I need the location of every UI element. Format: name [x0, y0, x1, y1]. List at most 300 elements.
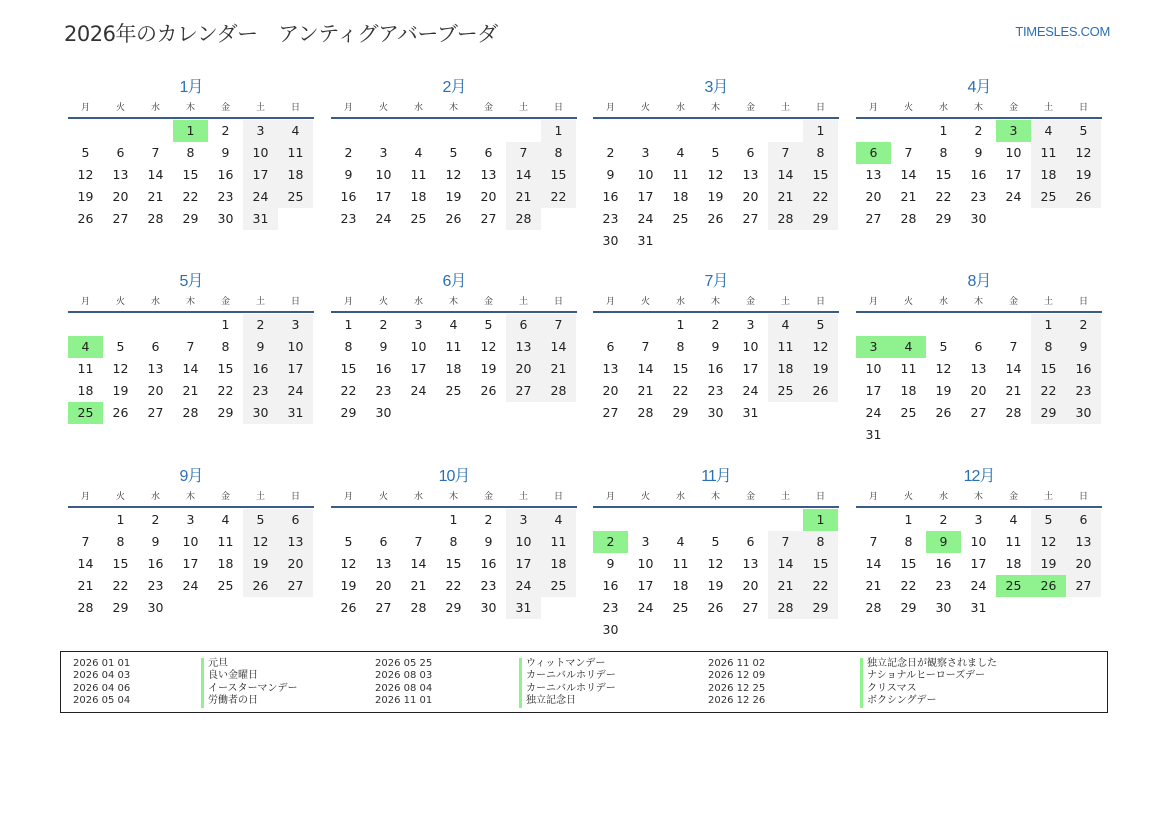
day-cell: 7 [506, 142, 541, 164]
day-cell: 20 [480, 189, 497, 204]
month-block [331, 463, 577, 643]
holiday-date: 2026 11 01 [375, 695, 433, 707]
month-title: 11月 [701, 468, 731, 485]
day-cell: 5 [803, 314, 838, 336]
day-cell: 26 [935, 405, 952, 420]
day-cell: 6 [506, 314, 541, 336]
day-grid [856, 314, 1102, 446]
day-cell: 27 [506, 380, 541, 402]
holiday-dates-col-2 [375, 658, 432, 708]
weekday-label: 火 [115, 492, 125, 502]
weekday-label: 土 [255, 297, 265, 307]
day-cell: 13 [970, 361, 987, 376]
day-cell: 13 [865, 167, 882, 182]
day-cell: 18 [1031, 164, 1066, 186]
day-cell: 26 [1066, 186, 1101, 208]
day-cell: 10 [1005, 145, 1022, 160]
day-cell: 26 [707, 600, 724, 615]
holiday-date: 2026 05 25 [375, 658, 433, 669]
day-cell: 6 [484, 145, 493, 160]
day-cell: 30 [602, 622, 619, 637]
day-cell: 29 [935, 211, 952, 226]
day-cell: 3 [746, 317, 755, 332]
day-cell: 25 [672, 211, 689, 226]
day-cell: 18 [672, 189, 689, 204]
day-cell: 22 [182, 189, 199, 204]
day-cell: 20 [865, 189, 882, 204]
day-cell: 28 [506, 208, 541, 230]
day-cell: 11 [77, 361, 94, 376]
weekday-header [331, 489, 577, 505]
weekday-label: 火 [903, 103, 913, 113]
day-cell: 23 [340, 211, 357, 226]
weekday-label: 日 [290, 297, 300, 307]
day-cell: 3 [641, 145, 650, 160]
day-cell: 23 [602, 211, 619, 226]
header-rule [68, 311, 314, 313]
day-cell: 24 [970, 578, 987, 593]
day-cell: 19 [1031, 553, 1066, 575]
holiday-name: ナショナルヒーローズデー [860, 670, 997, 682]
day-cell: 28 [768, 597, 803, 619]
weekday-label: 木 [448, 297, 458, 307]
empty-cell [663, 120, 698, 142]
day-cell: 26 [707, 211, 724, 226]
day-cell: 14 [1005, 361, 1022, 376]
day-cell: 20 [375, 578, 392, 593]
day-cell: 17 [375, 189, 392, 204]
day-cell: 4 [676, 534, 685, 549]
day-cell: 3 [506, 509, 541, 531]
day-cell: 8 [116, 534, 125, 549]
day-cell: 18 [1005, 556, 1022, 571]
empty-cell [628, 314, 663, 336]
day-cell: 21 [865, 578, 882, 593]
month-block [856, 74, 1102, 254]
day-cell: 1 [344, 317, 353, 332]
day-cell: 26 [803, 380, 838, 402]
header-rule [331, 311, 577, 313]
day-cell: 25 [672, 600, 689, 615]
day-grid [68, 509, 314, 619]
holiday-day-cell: 1 [173, 120, 208, 142]
weekday-label: 水 [675, 103, 685, 113]
month-block [593, 74, 839, 254]
month-title: 4月 [967, 79, 991, 96]
empty-cell [856, 509, 891, 531]
day-cell: 26 [243, 575, 278, 597]
day-cell: 7 [641, 339, 650, 354]
holiday-day-cell: 3 [856, 336, 891, 358]
weekday-header [68, 489, 314, 505]
day-cell: 29 [340, 405, 357, 420]
day-cell: 5 [711, 534, 720, 549]
day-cell: 17 [506, 553, 541, 575]
day-cell: 23 [602, 600, 619, 615]
day-cell: 18 [77, 383, 94, 398]
day-cell: 17 [278, 358, 313, 380]
weekday-label: 水 [413, 103, 423, 113]
day-cell: 27 [742, 600, 759, 615]
holiday-day-cell: 4 [891, 336, 926, 358]
day-cell: 17 [637, 189, 654, 204]
day-cell: 10 [506, 531, 541, 553]
day-cell: 8 [803, 142, 838, 164]
day-cell: 12 [803, 336, 838, 358]
month-title: 12月 [963, 468, 995, 485]
day-cell: 19 [707, 189, 724, 204]
day-cell: 7 [768, 531, 803, 553]
day-cell: 21 [637, 383, 654, 398]
holiday-dates-col-3 [708, 658, 765, 708]
day-cell: 25 [900, 405, 917, 420]
day-cell: 5 [484, 317, 493, 332]
day-cell: 30 [935, 600, 952, 615]
day-cell: 10 [375, 167, 392, 182]
day-cell: 2 [151, 512, 160, 527]
day-cell: 19 [77, 189, 94, 204]
day-cell: 28 [900, 211, 917, 226]
day-cell: 9 [606, 556, 615, 571]
day-cell: 27 [1066, 575, 1101, 597]
day-cell: 14 [541, 336, 576, 358]
day-cell: 28 [637, 405, 654, 420]
weekday-label: 木 [448, 492, 458, 502]
holiday-day-cell: 2 [593, 531, 628, 553]
weekday-label: 金 [483, 492, 493, 502]
weekday-label: 木 [710, 492, 720, 502]
day-cell: 20 [147, 383, 164, 398]
day-cell: 3 [974, 512, 983, 527]
month-title: 5月 [179, 273, 203, 290]
day-cell: 29 [445, 600, 462, 615]
weekday-label: 日 [815, 297, 825, 307]
day-cell: 25 [1031, 186, 1066, 208]
day-cell: 11 [541, 531, 576, 553]
day-cell: 13 [480, 167, 497, 182]
day-cell: 16 [243, 358, 278, 380]
header-rule [331, 506, 577, 508]
day-cell: 27 [865, 211, 882, 226]
weekday-label: 土 [780, 492, 790, 502]
weekday-label: 水 [413, 492, 423, 502]
day-cell: 1 [676, 317, 685, 332]
day-cell: 6 [278, 509, 313, 531]
day-cell: 15 [340, 361, 357, 376]
day-cell: 12 [243, 531, 278, 553]
brand-link[interactable]: TIMESLES.COM [1015, 24, 1110, 39]
weekday-label: 木 [448, 103, 458, 113]
day-cell: 9 [974, 145, 983, 160]
day-cell: 4 [1009, 512, 1018, 527]
day-cell: 11 [1005, 534, 1022, 549]
day-cell: 17 [970, 556, 987, 571]
day-cell: 15 [445, 556, 462, 571]
day-cell: 17 [410, 361, 427, 376]
weekday-label: 火 [378, 492, 388, 502]
day-cell: 10 [243, 142, 278, 164]
day-cell: 14 [147, 167, 164, 182]
day-cell: 12 [707, 167, 724, 182]
day-cell: 8 [1031, 336, 1066, 358]
day-cell: 6 [746, 145, 755, 160]
weekday-label: 火 [640, 297, 650, 307]
weekday-label: 日 [553, 492, 563, 502]
weekday-label: 木 [710, 297, 720, 307]
day-cell: 17 [742, 361, 759, 376]
weekday-label: 土 [255, 492, 265, 502]
month-title: 3月 [704, 79, 728, 96]
day-cell: 13 [602, 361, 619, 376]
weekday-label: 日 [815, 492, 825, 502]
day-cell: 16 [602, 189, 619, 204]
holiday-name: カーニバルホリデー [519, 683, 616, 695]
day-cell: 22 [935, 189, 952, 204]
day-cell: 4 [278, 120, 313, 142]
header-rule [856, 117, 1102, 119]
day-cell: 2 [939, 512, 948, 527]
weekday-label: 水 [675, 492, 685, 502]
day-cell: 28 [77, 600, 94, 615]
day-cell: 19 [803, 358, 838, 380]
header-rule [68, 506, 314, 508]
day-cell: 21 [182, 383, 199, 398]
weekday-label: 水 [938, 103, 948, 113]
day-cell: 20 [742, 578, 759, 593]
day-cell: 17 [243, 164, 278, 186]
day-cell: 4 [541, 509, 576, 531]
day-cell: 25 [278, 186, 313, 208]
day-cell: 1 [1031, 314, 1066, 336]
holiday-date: 2026 12 26 [708, 695, 766, 707]
weekday-label: 木 [973, 297, 983, 307]
holiday-name: 独立記念日が観察されました [860, 658, 997, 670]
day-cell: 2 [379, 317, 388, 332]
holiday-day-cell: 25 [996, 575, 1031, 597]
holiday-day-cell: 4 [68, 336, 103, 358]
empty-cell [628, 120, 663, 142]
day-cell: 22 [803, 186, 838, 208]
day-cell: 13 [278, 531, 313, 553]
day-cell: 3 [186, 512, 195, 527]
weekday-label: 金 [483, 103, 493, 113]
day-cell: 15 [803, 164, 838, 186]
day-grid [856, 509, 1102, 619]
empty-cell [138, 120, 173, 142]
day-cell: 29 [217, 405, 234, 420]
day-cell: 30 [1066, 402, 1101, 424]
day-cell: 18 [900, 383, 917, 398]
day-cell: 6 [116, 145, 125, 160]
day-cell: 6 [974, 339, 983, 354]
day-cell: 19 [445, 189, 462, 204]
weekday-label: 火 [378, 297, 388, 307]
day-cell: 27 [112, 211, 129, 226]
day-cell: 15 [803, 553, 838, 575]
day-cell: 4 [449, 317, 458, 332]
empty-cell [698, 120, 733, 142]
weekday-label: 月 [80, 492, 90, 502]
day-grid [856, 120, 1102, 230]
day-cell: 6 [379, 534, 388, 549]
holiday-date: 2026 01 01 [73, 658, 131, 669]
day-cell: 7 [904, 145, 913, 160]
day-cell: 4 [221, 512, 230, 527]
day-cell: 20 [278, 553, 313, 575]
day-cell: 10 [637, 167, 654, 182]
day-cell: 10 [410, 339, 427, 354]
day-cell: 8 [939, 145, 948, 160]
day-cell: 24 [182, 578, 199, 593]
weekday-label: 月 [605, 297, 615, 307]
holiday-date: 2026 12 09 [708, 670, 766, 682]
day-cell: 13 [112, 167, 129, 182]
day-cell: 17 [865, 383, 882, 398]
day-cell: 25 [445, 383, 462, 398]
day-cell: 29 [1031, 402, 1066, 424]
day-cell: 15 [672, 361, 689, 376]
day-cell: 9 [379, 339, 388, 354]
day-cell: 26 [77, 211, 94, 226]
day-cell: 8 [344, 339, 353, 354]
day-cell: 10 [742, 339, 759, 354]
day-cell: 31 [243, 208, 278, 230]
weekday-label: 木 [973, 492, 983, 502]
weekday-label: 土 [1043, 103, 1053, 113]
holiday-names-col-1 [201, 658, 298, 708]
holiday-date: 2026 08 04 [375, 682, 433, 694]
day-cell: 16 [480, 556, 497, 571]
empty-cell [891, 120, 926, 142]
day-cell: 27 [278, 575, 313, 597]
weekday-header [593, 100, 839, 116]
holiday-list [60, 651, 1108, 713]
day-cell: 31 [742, 405, 759, 420]
day-cell: 1 [904, 512, 913, 527]
day-cell: 13 [375, 556, 392, 571]
day-cell: 20 [602, 383, 619, 398]
day-cell: 25 [410, 211, 427, 226]
day-cell: 12 [935, 361, 952, 376]
weekday-label: 水 [938, 492, 948, 502]
day-cell: 23 [970, 189, 987, 204]
weekday-label: 日 [290, 103, 300, 113]
weekday-label: 土 [1043, 297, 1053, 307]
empty-cell [366, 120, 401, 142]
day-cell: 14 [865, 556, 882, 571]
holiday-date: 2026 04 06 [73, 682, 131, 694]
month-block [68, 74, 314, 254]
day-cell: 23 [935, 578, 952, 593]
day-cell: 23 [217, 189, 234, 204]
header-rule [856, 506, 1102, 508]
day-cell: 23 [243, 380, 278, 402]
day-cell: 10 [182, 534, 199, 549]
day-cell: 15 [217, 361, 234, 376]
day-cell: 27 [742, 211, 759, 226]
weekday-label: 日 [290, 492, 300, 502]
weekday-label: 土 [518, 492, 528, 502]
day-cell: 8 [221, 339, 230, 354]
empty-cell [138, 314, 173, 336]
day-cell: 18 [445, 361, 462, 376]
holiday-name: クリスマス [860, 683, 997, 695]
day-cell: 10 [637, 556, 654, 571]
day-cell: 11 [672, 167, 689, 182]
month-title: 6月 [442, 273, 466, 290]
day-cell: 1 [449, 512, 458, 527]
empty-cell [103, 314, 138, 336]
day-cell: 19 [480, 361, 497, 376]
day-cell: 26 [480, 383, 497, 398]
day-cell: 4 [676, 145, 685, 160]
empty-cell [663, 509, 698, 531]
weekday-label: 土 [518, 297, 528, 307]
day-cell: 10 [278, 336, 313, 358]
weekday-header [856, 100, 1102, 116]
day-cell: 24 [375, 211, 392, 226]
day-cell: 7 [81, 534, 90, 549]
day-cell: 20 [506, 358, 541, 380]
day-cell: 1 [541, 120, 576, 142]
day-cell: 7 [186, 339, 195, 354]
weekday-label: 水 [938, 297, 948, 307]
day-cell: 13 [742, 167, 759, 182]
weekday-label: 木 [185, 103, 195, 113]
day-cell: 27 [480, 211, 497, 226]
holiday-name: 労働者の日 [201, 695, 298, 707]
day-cell: 16 [1066, 358, 1101, 380]
weekday-label: 土 [255, 103, 265, 113]
day-cell: 20 [742, 189, 759, 204]
holiday-name: ウィットマンデー [519, 658, 616, 670]
day-cell: 7 [541, 314, 576, 336]
day-cell: 19 [1066, 164, 1101, 186]
header-rule [856, 311, 1102, 313]
day-cell: 2 [1066, 314, 1101, 336]
day-cell: 21 [147, 189, 164, 204]
day-cell: 9 [1066, 336, 1101, 358]
day-cell: 27 [970, 405, 987, 420]
empty-cell [733, 120, 768, 142]
day-cell: 22 [445, 578, 462, 593]
day-cell: 30 [480, 600, 497, 615]
month-block [593, 268, 839, 448]
day-cell: 8 [676, 339, 685, 354]
day-cell: 21 [77, 578, 94, 593]
day-cell: 29 [182, 211, 199, 226]
empty-cell [961, 314, 996, 336]
weekday-label: 金 [745, 297, 755, 307]
day-cell: 27 [147, 405, 164, 420]
day-cell: 7 [151, 145, 160, 160]
day-cell: 6 [746, 534, 755, 549]
month-title: 1月 [179, 79, 203, 96]
day-cell: 10 [865, 361, 882, 376]
day-cell: 30 [147, 600, 164, 615]
empty-cell [628, 509, 663, 531]
day-cell: 18 [541, 553, 576, 575]
day-cell: 3 [414, 317, 423, 332]
day-cell: 28 [147, 211, 164, 226]
day-cell: 1 [803, 120, 838, 142]
day-cell: 16 [147, 556, 164, 571]
day-cell: 18 [410, 189, 427, 204]
day-cell: 8 [186, 145, 195, 160]
day-cell: 24 [742, 383, 759, 398]
day-cell: 18 [672, 578, 689, 593]
day-cell: 5 [1031, 509, 1066, 531]
